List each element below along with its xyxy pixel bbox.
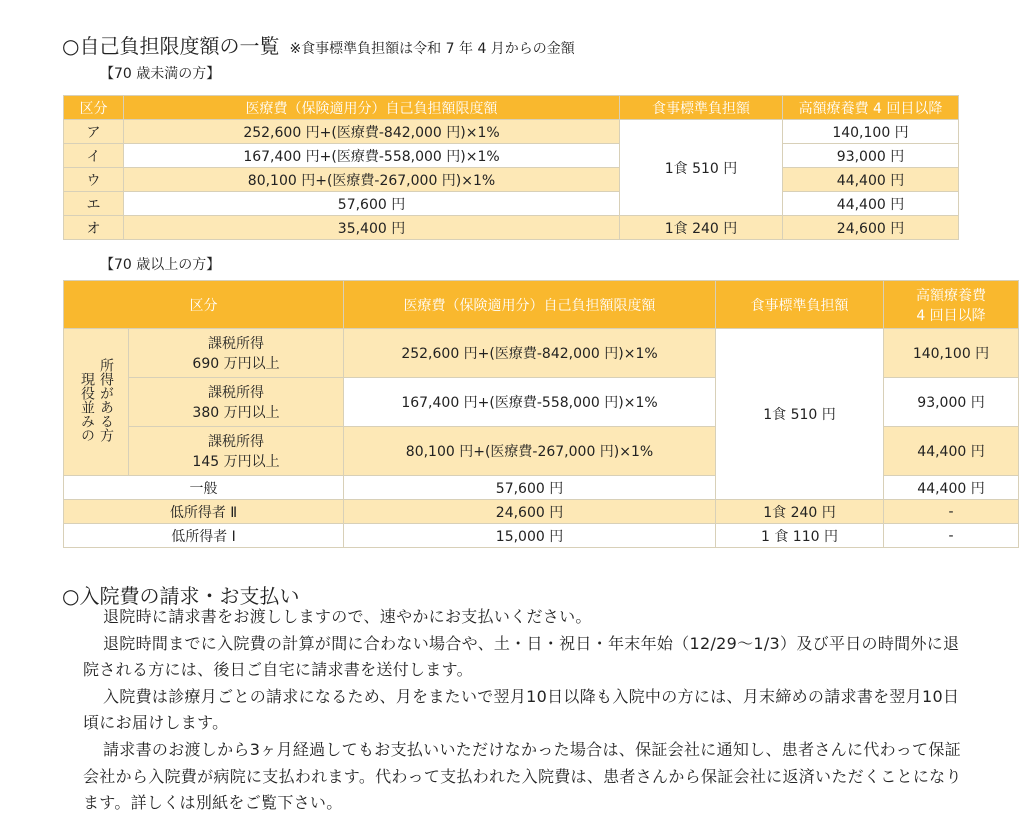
payment-paragraphs (83, 604, 963, 817)
table-row (64, 500, 1019, 524)
category-cell: 一般 (64, 476, 344, 500)
table-row (64, 168, 959, 192)
category-line: 690 万円以上 (192, 356, 280, 372)
category-cell (129, 329, 344, 378)
count4-cell: 44,400 円 (783, 192, 959, 216)
group-label-cell (64, 329, 129, 476)
category-cell (129, 427, 344, 476)
limit-cell: 15,000 円 (344, 524, 716, 548)
limit-cell: 80,100 円+(医療費-267,000 円)×1% (124, 168, 620, 192)
header-cell: 区分 (64, 96, 124, 120)
section1-title: ○自己負担限度額の一覧 (62, 34, 280, 58)
paragraph: 請求書のお渡しから3ヶ月経過してもお支払いいただけなかった場合は、保証会社に通知し、患者さんに代わって保証会社から入院費が病院に支払われます。代わって支払われた入院費は、患者さんから保証会社に返済いただくことになります。詳しくは別紙をご覧下さい。 (83, 739, 962, 813)
category-cell: ウ (64, 168, 124, 192)
limit-cell: 167,400 円+(医療費-558,000 円)×1% (124, 144, 620, 168)
category-line: 課税所得 (208, 336, 264, 352)
table-row (64, 216, 959, 240)
count4-cell: 140,100 円 (884, 329, 1019, 378)
count4-cell: 140,100 円 (783, 120, 959, 144)
meal-cell: 1 食 110 円 (716, 524, 884, 548)
header-cell: 医療費（保険適用分）自己負担額限度額 (124, 96, 620, 120)
count4-cell: 44,400 円 (783, 168, 959, 192)
meal-cell: 1食 240 円 (716, 500, 884, 524)
count4-cell: 93,000 円 (884, 378, 1019, 427)
header-cell: 食事標準負担額 (716, 281, 884, 329)
header-cell-line: 4 回目以降 (916, 307, 986, 324)
header-cell: 食事標準負担額 (620, 96, 783, 120)
count4-cell: 44,400 円 (884, 476, 1019, 500)
table-header-row (64, 281, 1019, 329)
limit-cell: 57,600 円 (124, 192, 620, 216)
paragraph: 入院費は診療月ごとの請求になるため、月をまたいで翌月10日以降も入院中の方には、月末締めの請求書を翌月10日頃にお届けします。 (83, 686, 960, 733)
limit-cell: 252,600 円+(医療費-842,000 円)×1% (344, 329, 716, 378)
table-row (64, 192, 959, 216)
header-cell: 高額療養費 4 回目以降 (783, 96, 959, 120)
header-cell-line: 高額療養費 (916, 287, 986, 304)
table-header-row (64, 96, 959, 120)
over70-caption: 【70 歳以上の方】 (100, 257, 221, 273)
meal-cell: 1食 510 円 (620, 120, 783, 216)
category-line: 145 万円以上 (192, 454, 280, 470)
section1-heading (62, 30, 575, 59)
section2-title: ○入院費の請求・お支払い (62, 584, 300, 608)
category-line: 380 万円以上 (192, 405, 280, 421)
category-cell (129, 378, 344, 427)
limit-cell: 252,600 円+(医療費-842,000 円)×1% (124, 120, 620, 144)
group-label-line: 現役並みの (79, 372, 95, 442)
count4-cell: - (884, 500, 1019, 524)
over70-table (63, 280, 1019, 548)
limit-cell: 80,100 円+(医療費-267,000 円)×1% (344, 427, 716, 476)
table-row (64, 524, 1019, 548)
count4-cell: 44,400 円 (884, 427, 1019, 476)
limit-cell: 35,400 円 (124, 216, 620, 240)
category-cell: ア (64, 120, 124, 144)
limit-cell: 57,600 円 (344, 476, 716, 500)
paragraph: 退院時に請求書をお渡ししますので、速やかにお支払いください。 (103, 607, 592, 626)
group-label-line: 所得がある方 (98, 358, 114, 442)
category-line: 課税所得 (208, 434, 264, 450)
under70-caption: 【70 歳未満の方】 (100, 66, 221, 82)
limit-cell: 167,400 円+(医療費-558,000 円)×1% (344, 378, 716, 427)
table-row (64, 144, 959, 168)
table-row (64, 120, 959, 144)
table-row (64, 329, 1019, 378)
count4-cell: 93,000 円 (783, 144, 959, 168)
category-cell: オ (64, 216, 124, 240)
under70-table (63, 95, 959, 240)
category-cell: イ (64, 144, 124, 168)
header-cell: 医療費（保険適用分）自己負担額限度額 (344, 281, 716, 329)
category-cell: 低所得者 Ⅰ (64, 524, 344, 548)
category-cell: 低所得者 Ⅱ (64, 500, 344, 524)
count4-cell: 24,600 円 (783, 216, 959, 240)
count4-cell: - (884, 524, 1019, 548)
limit-cell: 24,600 円 (344, 500, 716, 524)
category-cell: エ (64, 192, 124, 216)
header-cell (884, 281, 1019, 329)
category-line: 課税所得 (208, 385, 264, 401)
meal-cell: 1食 240 円 (620, 216, 783, 240)
paragraph: 退院時間までに入院費の計算が間に合わない場合や、土・日・祝日・年末年始（12/29～1/3）及び平日の時間外に退院される方には、後日ご自宅に請求書を送付します。 (83, 633, 960, 680)
header-cell: 区分 (64, 281, 344, 329)
section1-note: ※食事標準負担額は令和 7 年 4 月からの金額 (289, 41, 575, 57)
meal-cell: 1食 510 円 (716, 329, 884, 500)
